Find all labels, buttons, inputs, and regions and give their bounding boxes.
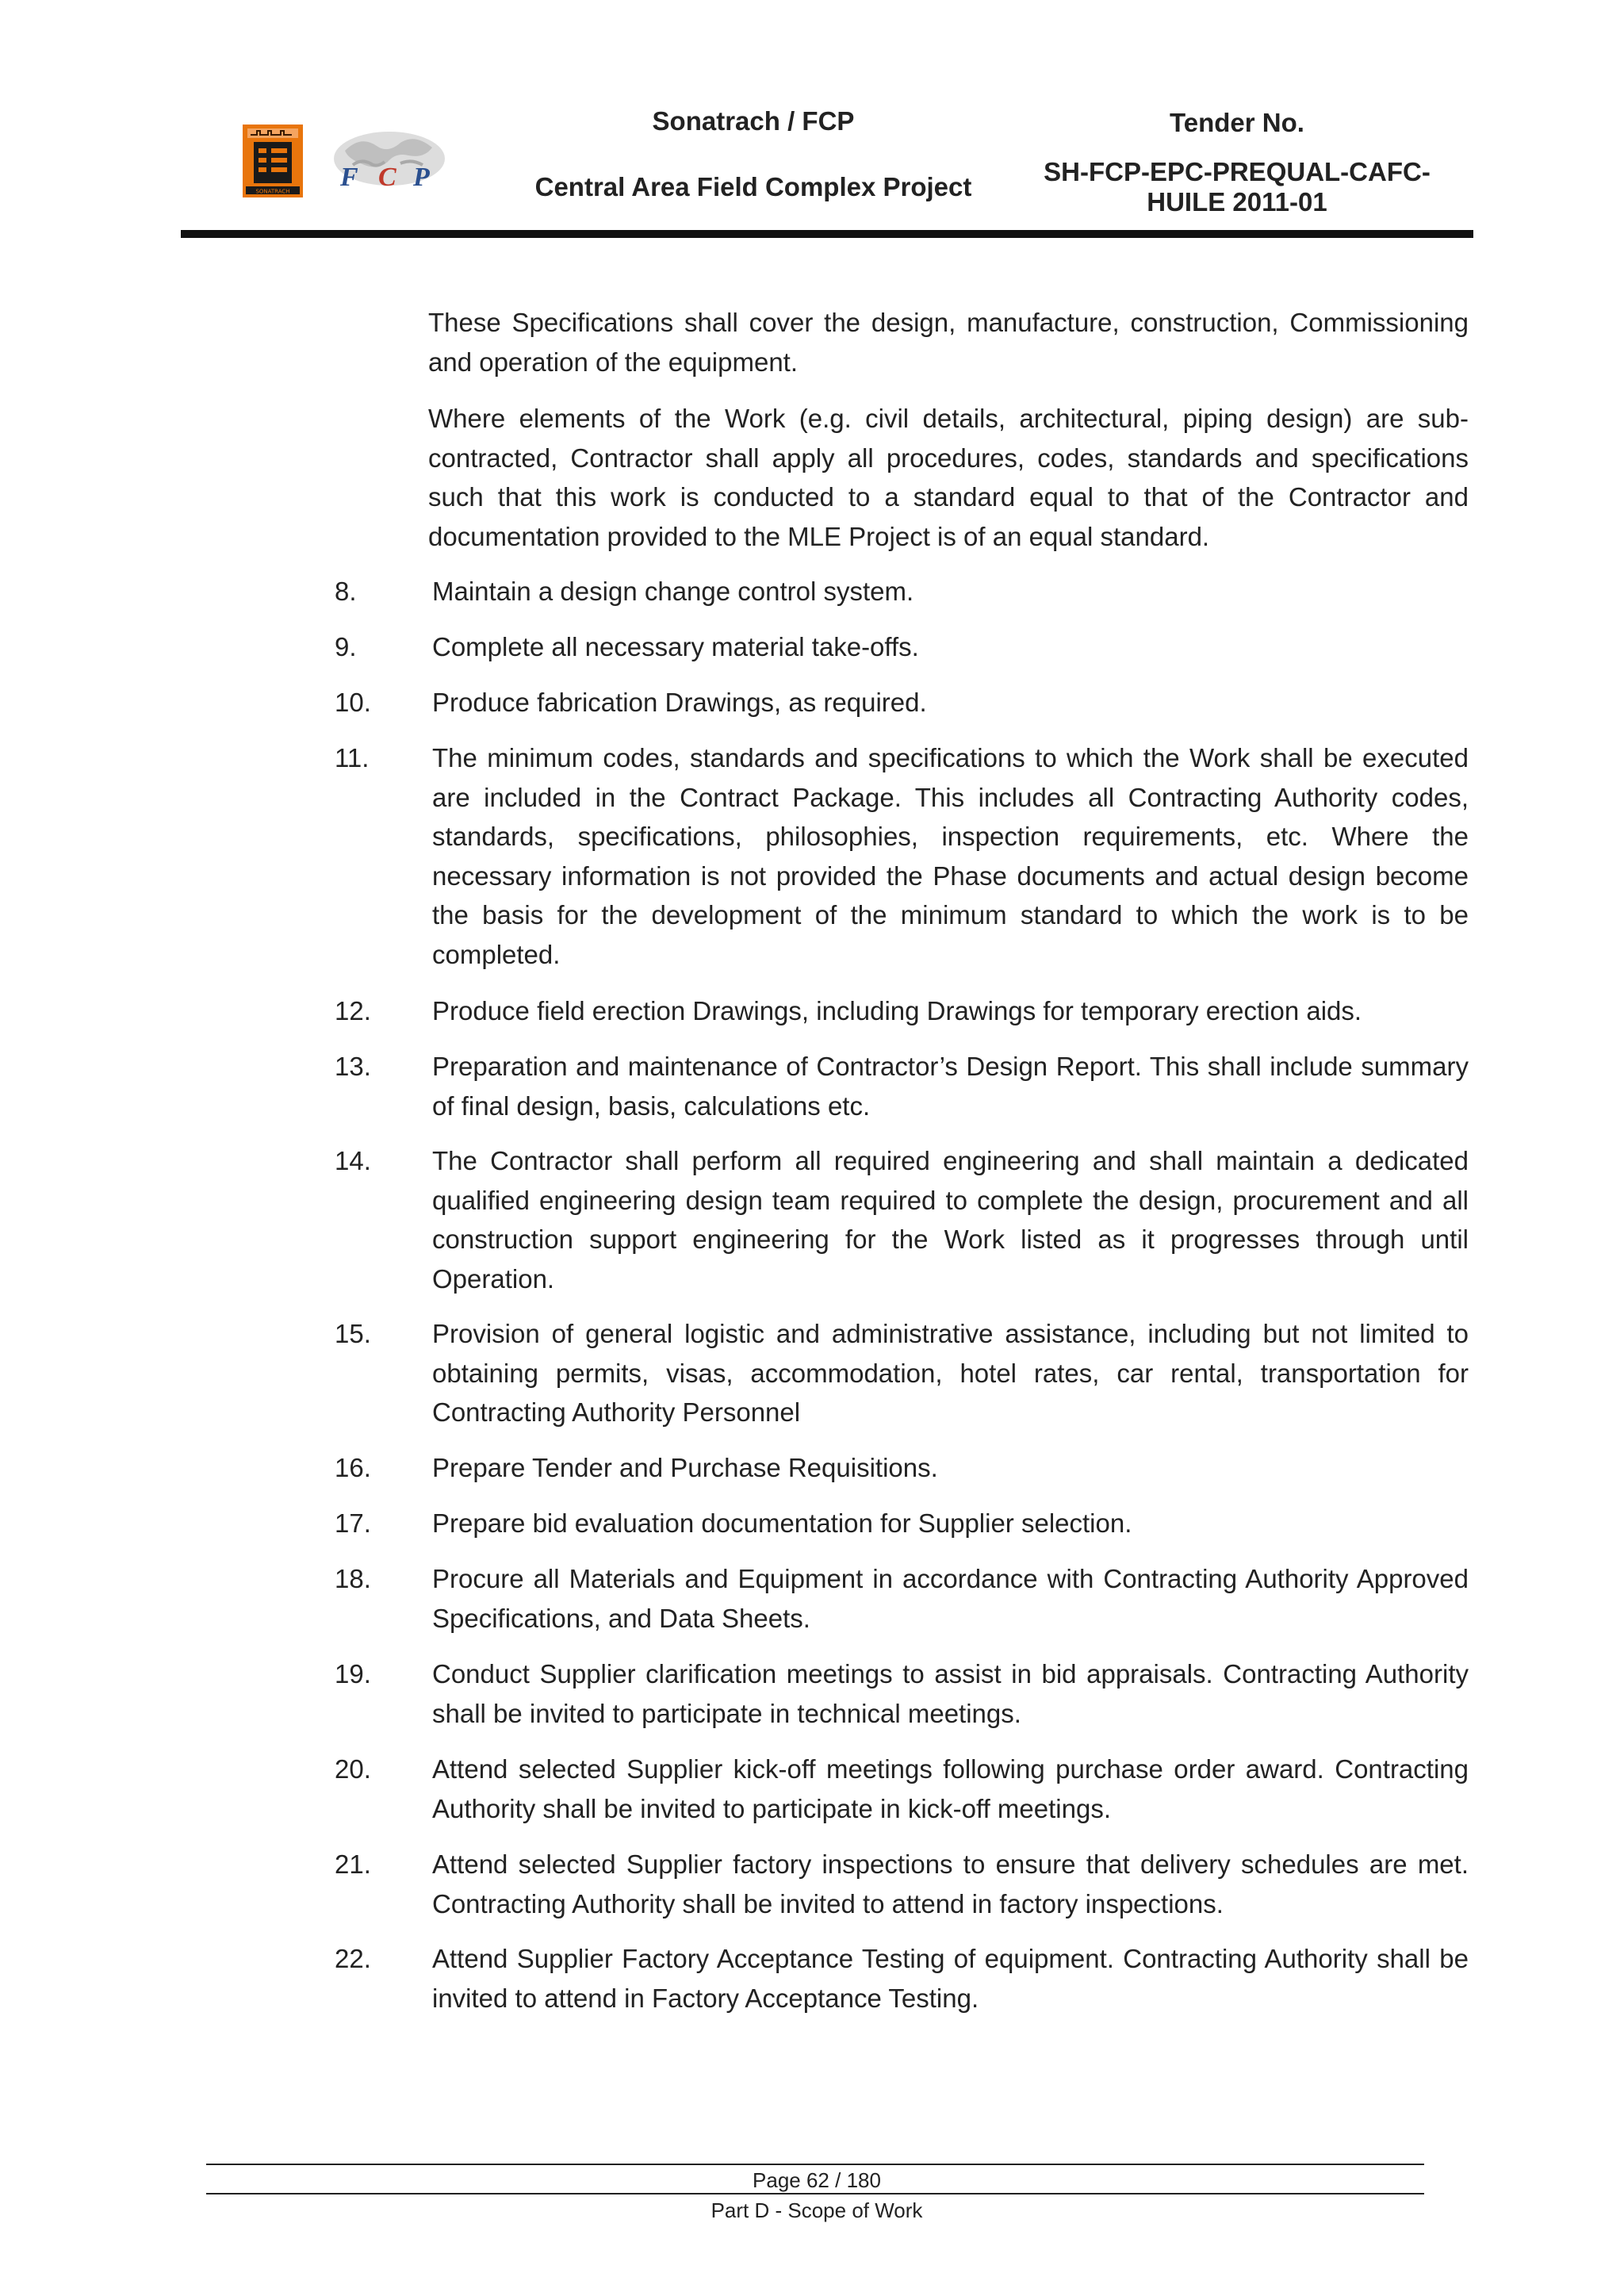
fcp-logo-letter-c: C <box>378 163 396 192</box>
list-item-text: Produce field erection Drawings, including Drawings for temporary erection aids. <box>432 996 1362 1025</box>
list-item-text: Prepare Tender and Purchase Requisitions. <box>432 1453 938 1482</box>
sonatrach-logo-text: SONATRACH <box>255 188 290 195</box>
list-item-number: 21. <box>335 1849 371 1879</box>
list-item-text: The Contractor shall perform all required engineering and shall maintain a dedicated qualified engineering design team required to complete the design, procurement and all construction support engineering for the Work listed as it progresses through until Operation. <box>432 1146 1469 1294</box>
list-item-text: Complete all necessary material take-offs. <box>432 632 919 661</box>
sonatrach-logo <box>243 125 303 197</box>
page-number: Page 62 / 180 <box>753 2168 881 2192</box>
footer-divider-top <box>206 2164 1424 2165</box>
list-item-text: Attend Supplier Factory Acceptance Testing of equipment. Contracting Authority shall be invited to attend in Factory Acceptance Testing. <box>432 1944 1469 2013</box>
list-item-number: 20. <box>335 1754 371 1784</box>
list-item-number: 10. <box>335 688 371 717</box>
header-tender-label: Tender No. <box>1170 108 1304 137</box>
header-company: Sonatrach / FCP <box>652 106 855 136</box>
list-item-text: Attend selected Supplier factory inspections to ensure that delivery schedules are met. Contracting Authority shall be invited to attend in factory inspections. <box>432 1849 1469 1918</box>
fcp-logo <box>321 127 448 200</box>
list-item-number: 15. <box>335 1319 371 1348</box>
intro-paragraph: Where elements of the Work (e.g. civil details, architectural, piping design) are sub-contracted, Contractor shall apply all procedures, codes, standards and specifications such that this work is conducted to a standard equal to that of the Contractor and documentation provided to the MLE Project is of an equal standard. <box>428 404 1469 551</box>
header-project: Central Area Field Complex Project <box>534 172 972 201</box>
header-divider <box>181 230 1473 238</box>
list-item-text: Conduct Supplier clarification meetings to assist in bid appraisals. Contracting Authority shall be invited to participate in technical meetings. <box>432 1659 1469 1728</box>
list-item-text: Produce fabrication Drawings, as required. <box>432 688 927 717</box>
header-tender-ref: SH-FCP-EPC-PREQUAL-CAFC-HUILE 2011-01 <box>1044 157 1431 217</box>
list-item-number: 11. <box>335 743 370 772</box>
fcp-logo-letter-p: P <box>413 163 430 192</box>
list-item-text: Procure all Materials and Equipment in accordance with Contracting Authority Approved Specifications, and Data Sheets. <box>432 1564 1469 1633</box>
list-item-number: 12. <box>335 996 371 1025</box>
list-item-number: 18. <box>335 1564 371 1593</box>
list-item-text: Prepare bid evaluation documentation for Supplier selection. <box>432 1508 1132 1538</box>
list-item-text: Preparation and maintenance of Contractor’s Design Report. This shall include summary of final design, basis, calculations etc. <box>432 1052 1469 1121</box>
list-item-text: Maintain a design change control system. <box>432 577 914 606</box>
list-item-number: 14. <box>335 1146 371 1175</box>
list-item-text: The minimum codes, standards and specifications to which the Work shall be executed are included in the Contract Package. This includes all Contracting Authority codes, standards, specifications, philosophies, inspection requirements, etc. Where the necessary information is not provided the Phase documents and actual design become the basis for the development of the minimum standard to which the work is to be completed. <box>432 743 1469 969</box>
footer-section: Part D - Scope of Work <box>710 2198 923 2222</box>
list-item-number: 17. <box>335 1508 371 1538</box>
list-item-number: 19. <box>335 1659 371 1688</box>
list-item-text: Provision of general logistic and administrative assistance, including but not limited to obtaining permits, visas, accommodation, hotel rates, car rental, transportation for Contracting Authority Personnel <box>432 1319 1469 1427</box>
list-item-number: 13. <box>335 1052 371 1081</box>
fcp-logo-letter-f: F <box>340 163 358 192</box>
list-item-number: 22. <box>335 1944 371 1973</box>
list-item-text: Attend selected Supplier kick-off meetings following purchase order award. Contracting Authority shall be invited to participate in kick-off meetings. <box>432 1754 1469 1823</box>
footer-divider-bottom <box>206 2193 1424 2194</box>
list-item-number: 8. <box>335 577 357 606</box>
intro-paragraph: These Specifications shall cover the design, manufacture, construction, Commissioning and operation of the equipment. <box>428 308 1469 377</box>
list-item-number: 16. <box>335 1453 371 1482</box>
list-item-number: 9. <box>335 632 357 661</box>
